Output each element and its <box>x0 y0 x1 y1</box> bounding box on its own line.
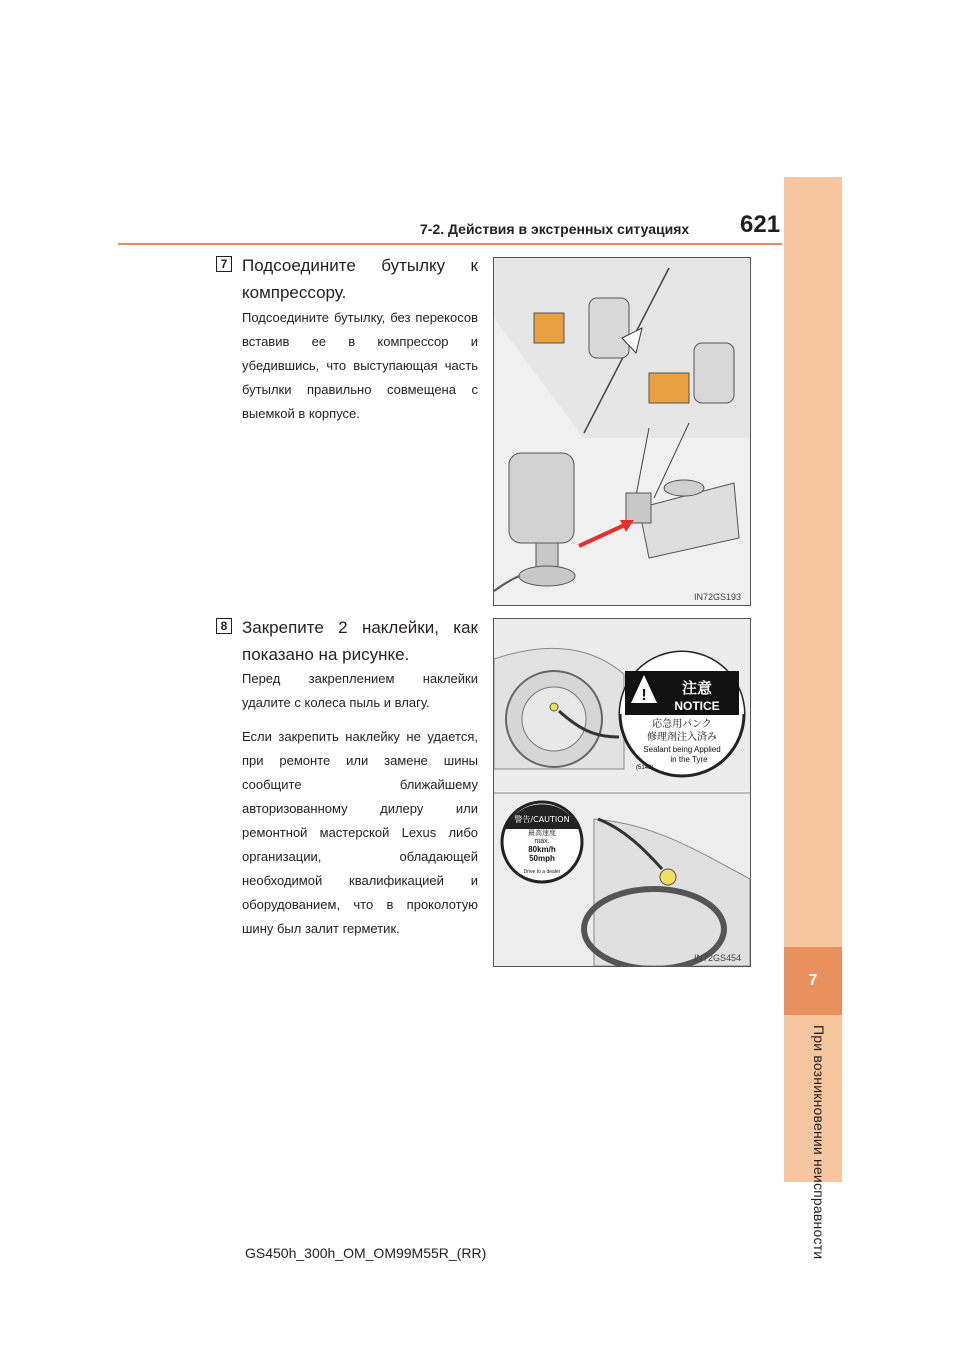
step-8-title: Закрепите 2 наклейки, как показано на рисунке. <box>242 618 478 664</box>
notice-en-2: in the Tyre <box>670 755 708 764</box>
page-number: 621 <box>740 211 781 238</box>
chapter-title: При возникновении неисправности <box>811 1025 827 1260</box>
figure-stickers <box>493 618 751 967</box>
caution-mph: 50mph <box>529 854 555 863</box>
step-8-text-2: Если закрепить наклейку не удается, при ремонте или замене шины сообщите ближайшему авторизованному дилеру или ремонтной мастерской Lexus либо организации, обладающей необходимой квалификацией и оборудованием, что в проколотую шину был залит герметик. <box>242 729 478 936</box>
document-code: GS450h_300h_OM_OM99M55R_(RR) <box>245 1245 487 1261</box>
caution-top: 警告/CAUTION <box>514 815 570 824</box>
caution-kmh: 80km/h <box>528 845 556 854</box>
notice-jp-2: 修理剤注入済み <box>647 732 717 743</box>
caution-jp: 最高速度 <box>528 829 556 837</box>
figure-7-code: IN72GS193 <box>694 592 742 602</box>
notice-code: (5143) <box>636 765 654 771</box>
svg-text:!: ! <box>641 687 647 704</box>
chapter-number: 7 <box>784 947 842 1015</box>
compressor-bottle-illustration <box>494 258 750 605</box>
caution-bottom: Drive to a dealer <box>523 869 561 875</box>
notice-jp-1: 応急用パンク <box>652 719 712 730</box>
notice-title-en: NOTICE <box>674 699 720 713</box>
step-7-marker: 7 <box>216 256 232 272</box>
step-7-title: Подсоедините бутылку к компрессору. <box>242 256 478 302</box>
caution-max: max. <box>534 838 550 845</box>
notice-en-1: Sealant being Applied <box>643 745 721 754</box>
step-7-body <box>242 306 478 436</box>
figure-8-code: IN72GS454 <box>694 953 742 963</box>
stickers-illustration <box>494 619 750 966</box>
notice-title-jp: 注意 <box>681 679 713 697</box>
figure-compressor-bottle <box>493 257 751 606</box>
step-7-text: Подсоедините бутылку, без перекосов вставив ее в компрессор и убедившись, что выступающая часть бутылки правильно совмещена с выемкой в корпусе. <box>242 310 478 421</box>
step-8-body <box>242 667 478 951</box>
step-8-marker: 8 <box>216 618 232 634</box>
step-8-text-1: Перед закреплением наклейки удалите с колеса пыль и влагу. <box>242 671 478 710</box>
header-rule <box>118 243 782 245</box>
section-title: 7-2. Действия в экстренных ситуациях <box>420 221 690 237</box>
